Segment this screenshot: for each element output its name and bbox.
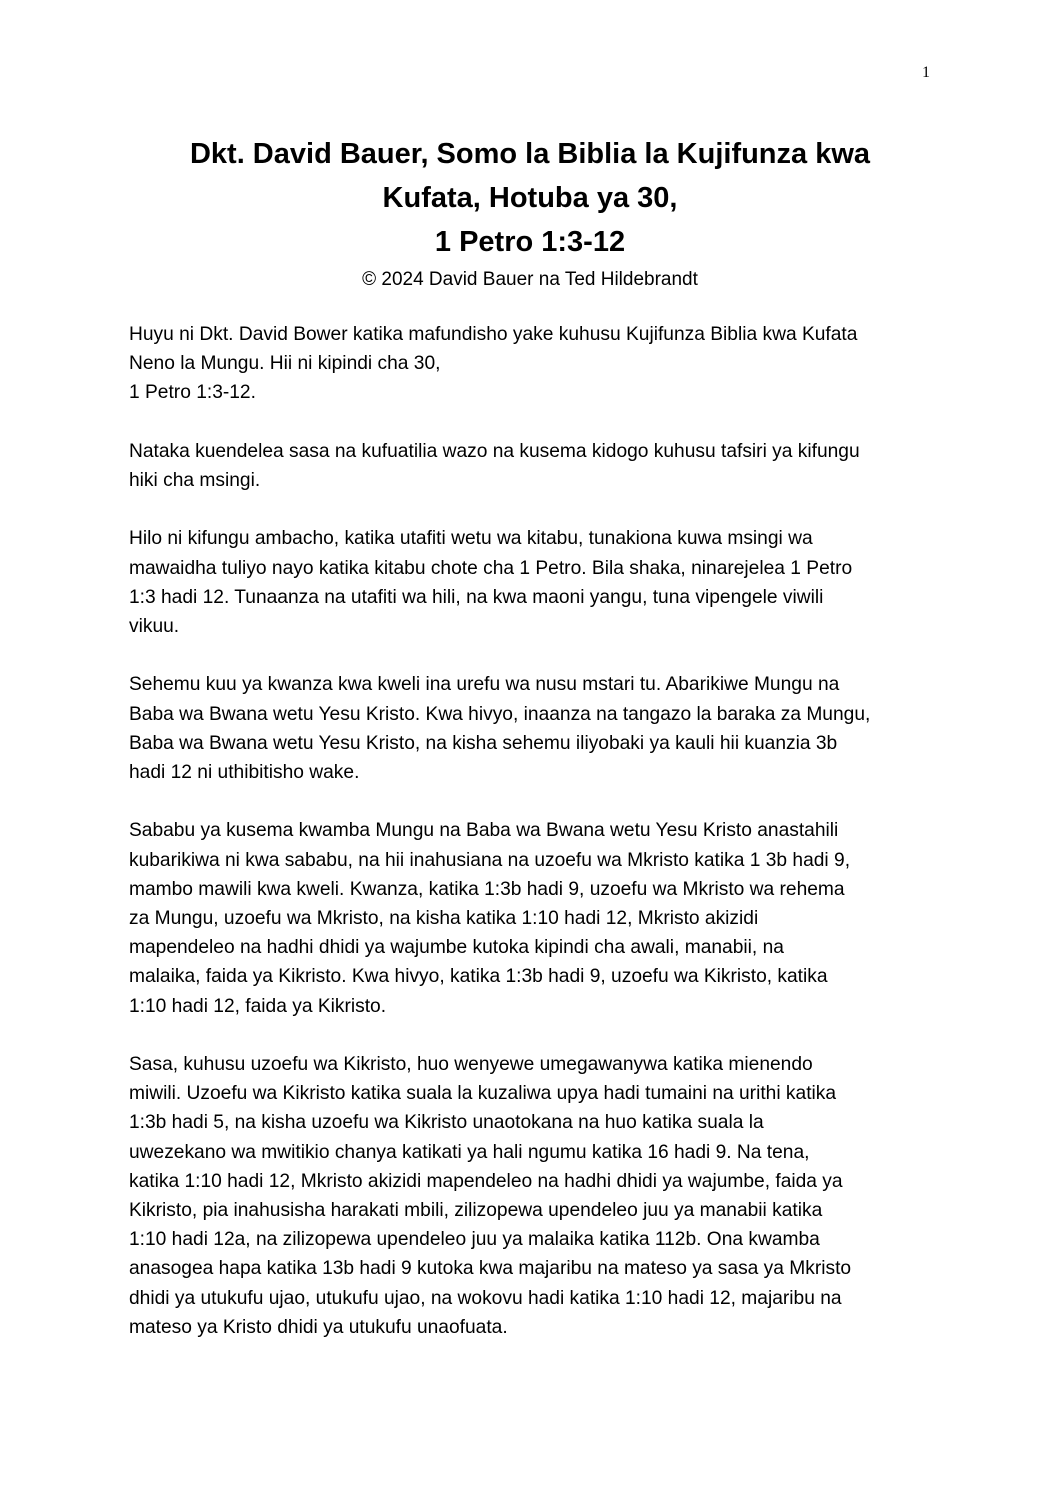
document-body <box>129 320 939 1371</box>
paragraph-line: mapendeleo na hadhi dhidi ya wajumbe kutoka kipindi cha awali, manabii, na <box>129 937 784 959</box>
paragraph-line: 1:3 hadi 12. Tunaanza na utafiti wa hili, na kwa maoni yangu, tuna vipengele viwili <box>129 586 824 608</box>
paragraph-line: Baba wa Bwana wetu Yesu Kristo, na kisha sehemu iliyobaki ya kauli hii kuanzia 3b <box>129 732 838 754</box>
paragraph-line: Neno la Mungu. Hii ni kipindi cha 30, <box>129 353 441 375</box>
paragraph-3 <box>129 524 939 641</box>
paragraph-line: katika 1:10 hadi 12, Mkristo akizidi mapendeleo na hadhi dhidi ya wajumbe, faida ya <box>129 1170 843 1192</box>
paragraph-line: mambo mawili kwa kweli. Kwanza, katika 1:3b hadi 9, uzoefu wa Mkristo wa rehema <box>129 878 845 900</box>
page-number: 1 <box>922 64 930 81</box>
paragraph-5 <box>129 816 939 1020</box>
paragraph-line: hadi 12 ni uthibitisho wake. <box>129 762 360 783</box>
paragraph-6 <box>129 1050 939 1342</box>
paragraph-line: malaika, faida ya Kikristo. Kwa hivyo, katika 1:3b hadi 9, uzoefu wa Kikristo, katika <box>129 966 828 988</box>
paragraph-line: Huyu ni Dkt. David Bower katika mafundisho yake kuhusu Kujifunza Biblia kwa Kufata <box>129 324 858 345</box>
paragraph-line: kubarikiwa ni kwa sababu, na hii inahusiana na uzoefu wa Mkristo katika 1 3b hadi 9, <box>129 849 851 871</box>
paragraph-line: mawaidha tuliyo nayo katika kitabu chote cha 1 Petro. Bila shaka, ninarejelea 1 Petro <box>129 557 853 579</box>
paragraph-line: uwezekano wa mwitikio chanya katikati ya hali ngumu katika 16 hadi 9. Na tena, <box>129 1141 810 1163</box>
paragraph-line: Kikristo, pia inahusisha harakati mbili, zilizopewa upendeleo juu ya manabii katika <box>129 1200 823 1222</box>
paragraph-line: Nataka kuendelea sasa na kufuatilia wazo na kusema kidogo kuhusu tafsiri ya kifungu <box>129 440 860 462</box>
paragraph-line: 1:3b hadi 5, na kisha uzoefu wa Kikristo unaotokana na huo katika suala la <box>129 1112 764 1134</box>
paragraph-line: anasogea hapa katika 13b hadi 9 kutoka kwa majaribu na mateso ya sasa ya Mkristo <box>129 1258 852 1280</box>
paragraph-line: Sasa, kuhusu uzoefu wa Kikristo, huo wenyewe umegawanywa katika mienendo <box>129 1054 813 1075</box>
paragraph-1 <box>129 320 939 408</box>
document-header <box>130 132 930 293</box>
paragraph-line: Sababu ya kusema kwamba Mungu na Baba wa Bwana wetu Yesu Kristo anastahili <box>129 820 839 842</box>
paragraph-4 <box>129 670 939 787</box>
paragraph-line: hiki cha msingi. <box>129 470 261 491</box>
paragraph-line: vikuu. <box>129 616 180 637</box>
paragraph-2 <box>129 437 939 495</box>
document-title-line-2: Kufata, Hotuba ya 30, <box>382 182 678 214</box>
paragraph-line: Hilo ni kifungu ambacho, katika utafiti wetu wa kitabu, tunakiona kuwa msingi wa <box>129 528 813 550</box>
paragraph-line: Sehemu kuu ya kwanza kwa kweli ina urefu wa nusu mstari tu. Abarikiwe Mungu na <box>129 674 840 696</box>
paragraph-line: mateso ya Kristo dhidi ya utukufu unaofuata. <box>129 1316 508 1338</box>
paragraph-line: 1 Petro 1:3-12. <box>129 382 256 404</box>
paragraph-line: miwili. Uzoefu wa Kikristo katika suala la kuzaliwa upya hadi tumaini na urithi katika <box>129 1083 837 1105</box>
document-title-line-1: Dkt. David Bauer, Somo la Biblia la Kujifunza kwa <box>189 138 871 170</box>
paragraph-line: 1:10 hadi 12, faida ya Kikristo. <box>129 995 387 1017</box>
paragraph-line: dhidi ya utukufu ujao, utukufu ujao, na wokovu hadi katika 1:10 hadi 12, majaribu na <box>129 1287 842 1309</box>
paragraph-line: za Mungu, uzoefu wa Mkristo, na kisha katika 1:10 hadi 12, Mkristo akizidi <box>129 908 759 929</box>
paragraph-line: 1:10 hadi 12a, na zilizopewa upendeleo juu ya malaika katika 112b. Ona kwamba <box>129 1229 820 1251</box>
paragraph-line: Baba wa Bwana wetu Yesu Kristo. Kwa hivyo, inaanza na tangazo la baraka za Mungu, <box>129 703 871 725</box>
document-title-line-3: 1 Petro 1:3-12 <box>434 226 626 258</box>
copyright-notice: © 2024 David Bauer na Ted Hildebrandt <box>362 269 698 290</box>
